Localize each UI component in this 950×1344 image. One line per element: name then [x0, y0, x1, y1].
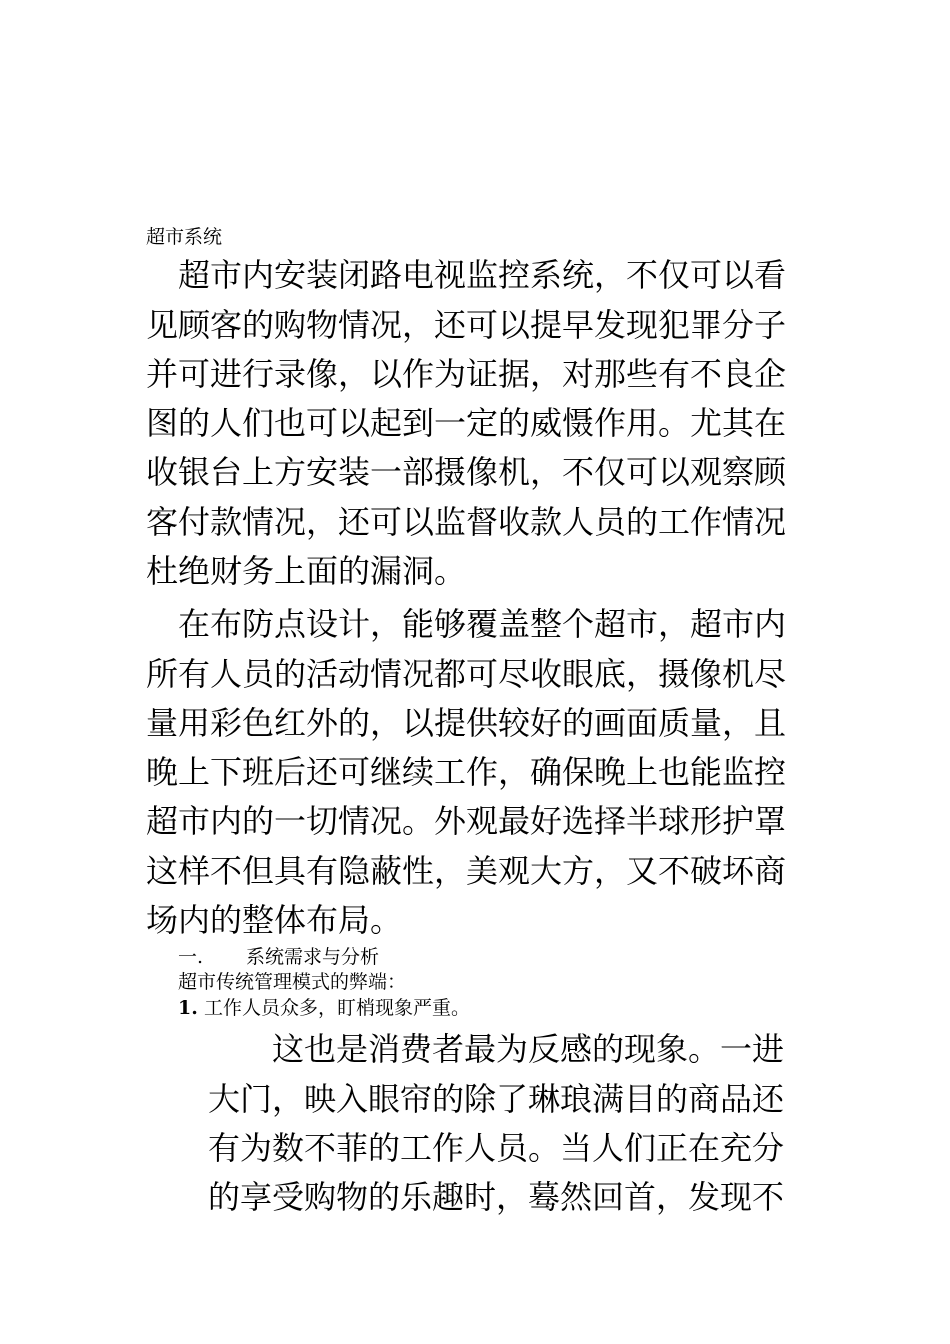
paragraph-1-line: 超市内安装闭路电视监控系统，不仅可以看 [178, 256, 787, 294]
list-item [178, 996, 470, 1020]
paragraph-3-line: 这也是消费者最为反感的现象。一进 [272, 1030, 785, 1068]
section-heading [178, 945, 379, 969]
paragraph-2-line: 场内的整体布局。 [146, 901, 403, 939]
paragraph-2-line: 量用彩色红外的，以提供较好的画面质量，且 [146, 704, 787, 742]
paragraph-2-line: 这样不但具有隐蔽性，美观大方，又不破坏商 [146, 852, 787, 890]
paragraph-1-line: 杜绝财务上面的漏洞。 [146, 552, 467, 590]
subheading: 超市传统管理模式的弊端： [178, 971, 407, 993]
paragraph-3-line: 有为数不菲的工作人员。当人们正在充分 [208, 1129, 785, 1167]
paragraph-2-line: 超市内的一切情况。外观最好选择半球形护罩 [146, 802, 787, 840]
paragraph-1-line: 并可进行录像，以作为证据，对那些有不良企 [146, 355, 787, 393]
paragraph-1-line: 收银台上方安装一部摄像机，不仅可以观察顾 [146, 453, 787, 491]
paragraph-3-line: 的享受购物的乐趣时，蓦然回首，发现不 [208, 1178, 785, 1216]
paragraph-2-line: 所有人员的活动情况都可尽收眼底，摄像机尽 [146, 655, 787, 693]
list-item-number: 1. [178, 997, 198, 1019]
paragraph-2-line: 晚上下班后还可继续工作，确保晚上也能监控 [146, 753, 787, 791]
paragraph-2-line: 在布防点设计，能够覆盖整个超市，超市内 [178, 605, 787, 643]
section-title: 系统需求与分析 [246, 946, 380, 968]
paragraph-3-line: 大门，映入眼帘的除了琳琅满目的商品还 [208, 1080, 785, 1118]
section-number: 一. [178, 946, 204, 968]
paragraph-1-line: 客付款情况，还可以监督收款人员的工作情况 [146, 503, 787, 541]
list-item-text: 工作人员众多，盯梢现象严重。 [204, 997, 471, 1019]
paragraph-1-line: 见顾客的购物情况，还可以提早发现犯罪分子 [146, 306, 787, 344]
paragraph-1-line: 图的人们也可以起到一定的威慑作用。尤其在 [146, 404, 787, 442]
document-heading: 超市系统 [146, 226, 223, 248]
